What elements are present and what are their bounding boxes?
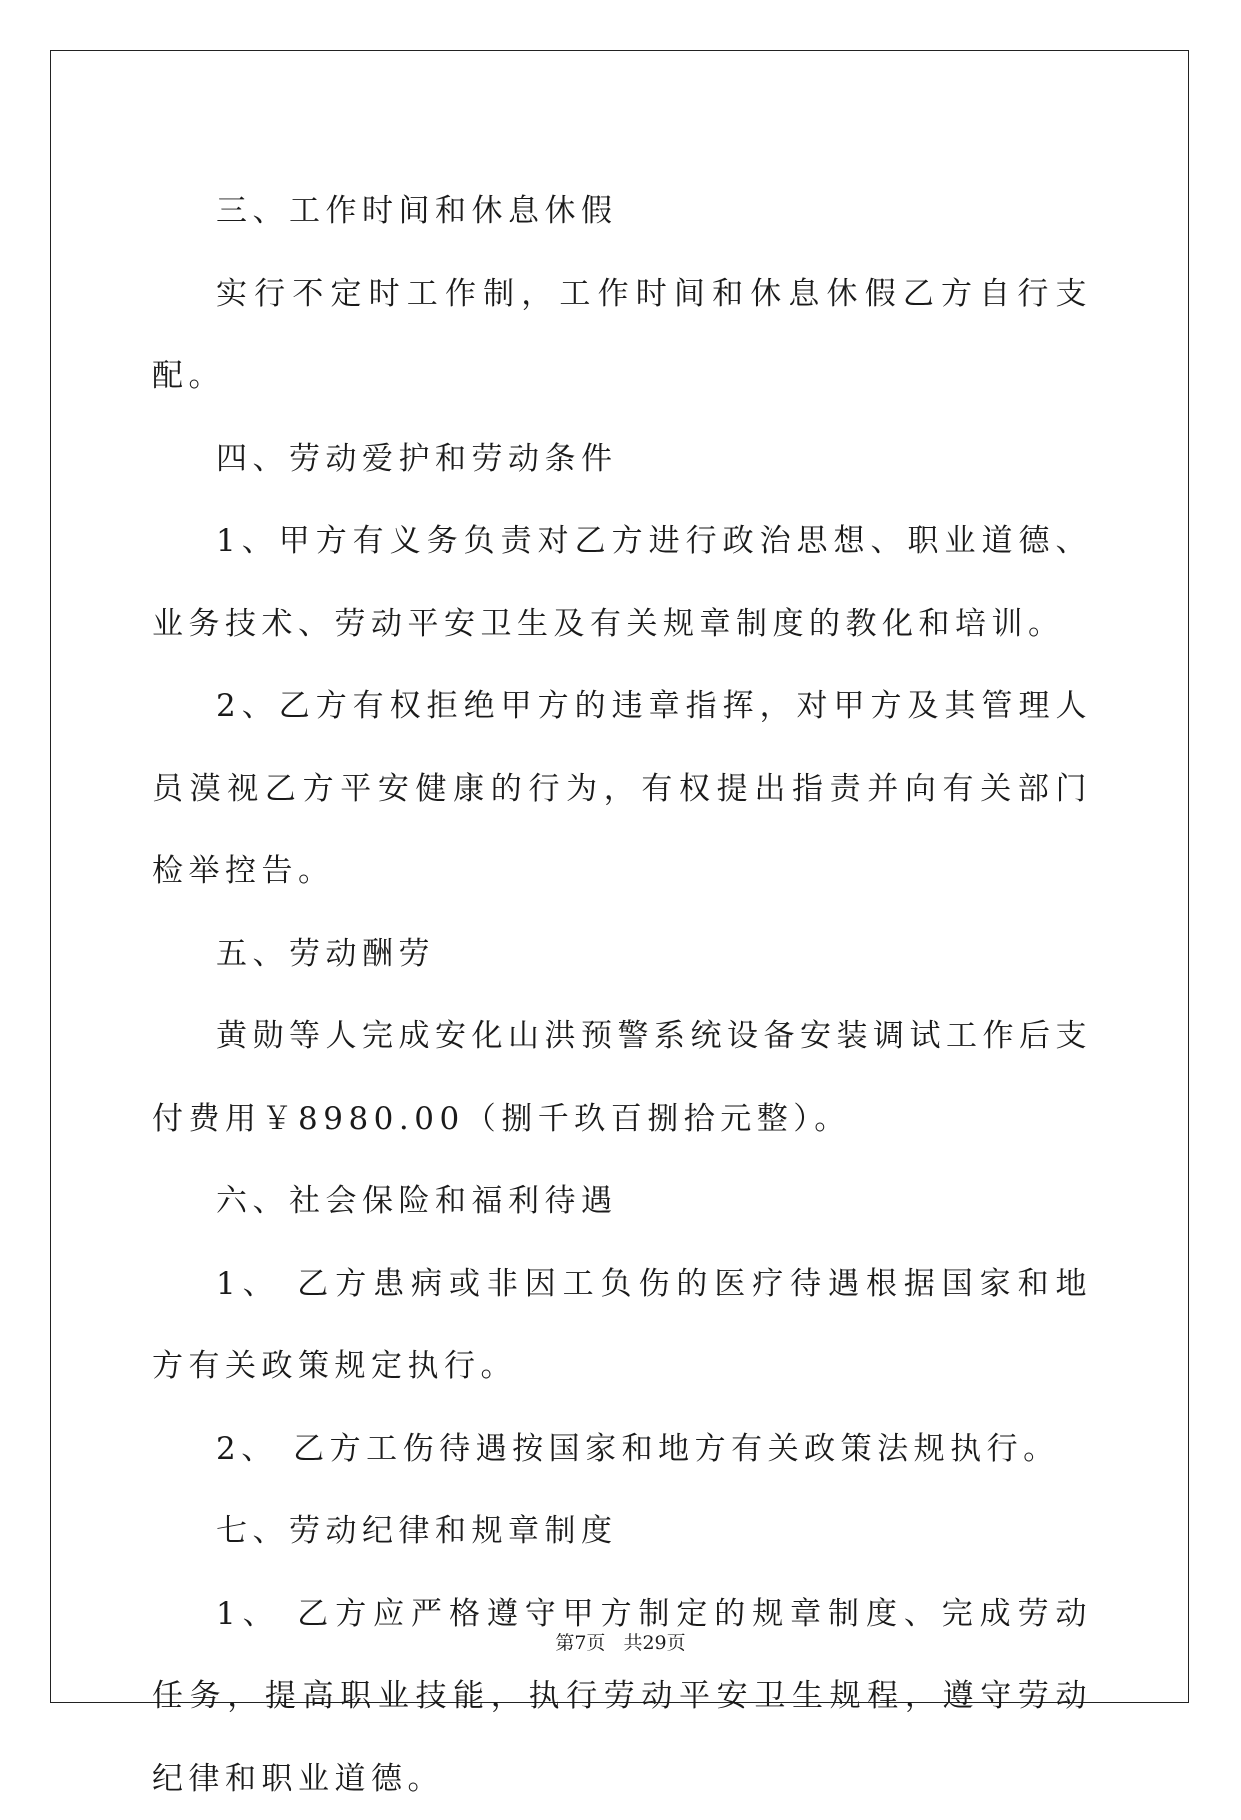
- section-heading-remuneration: 五、劳动酬劳: [152, 913, 1092, 996]
- paragraph: 1、 乙方患病或非因工负伤的医疗待遇根据国家和地方有关政策规定执行。: [152, 1243, 1092, 1408]
- page-footer: [0, 1628, 1241, 1655]
- paragraph: 2、乙方有权拒绝甲方的违章指挥，对甲方及其管理人员漠视乙方平安健康的行为，有权提出指责并向有关部门检举控告。: [152, 665, 1092, 913]
- paragraph: 1、甲方有义务负责对乙方进行政治思想、职业道德、业务技术、劳动平安卫生及有关规章制度的教化和培训。: [152, 500, 1092, 665]
- page-total: 共29页: [623, 1632, 685, 1654]
- section-heading-labor-protection: 四、劳动爱护和劳动条件: [152, 418, 1092, 501]
- paragraph: 黄勋等人完成安化山洪预警系统设备安装调试工作后支付费用￥8980.00（捌千玖百捌拾元整）。: [152, 995, 1092, 1160]
- paragraph: 实行不定时工作制，工作时间和休息休假乙方自行支配。: [152, 253, 1092, 418]
- section-heading-labor-discipline: 七、劳动纪律和规章制度: [152, 1490, 1092, 1573]
- section-heading-social-insurance: 六、社会保险和福利待遇: [152, 1160, 1092, 1243]
- document-body: [152, 170, 1092, 1820]
- section-heading-work-hours: 三、工作时间和休息休假: [152, 170, 1092, 253]
- paragraph: 1、 乙方应严格遵守甲方制定的规章制度、完成劳动任务，提高职业技能，执行劳动平安卫生规程，遵守劳动纪律和职业道德。: [152, 1573, 1092, 1820]
- page-number: 第7页: [555, 1632, 605, 1654]
- paragraph: 2、 乙方工伤待遇按国家和地方有关政策法规执行。: [152, 1408, 1092, 1491]
